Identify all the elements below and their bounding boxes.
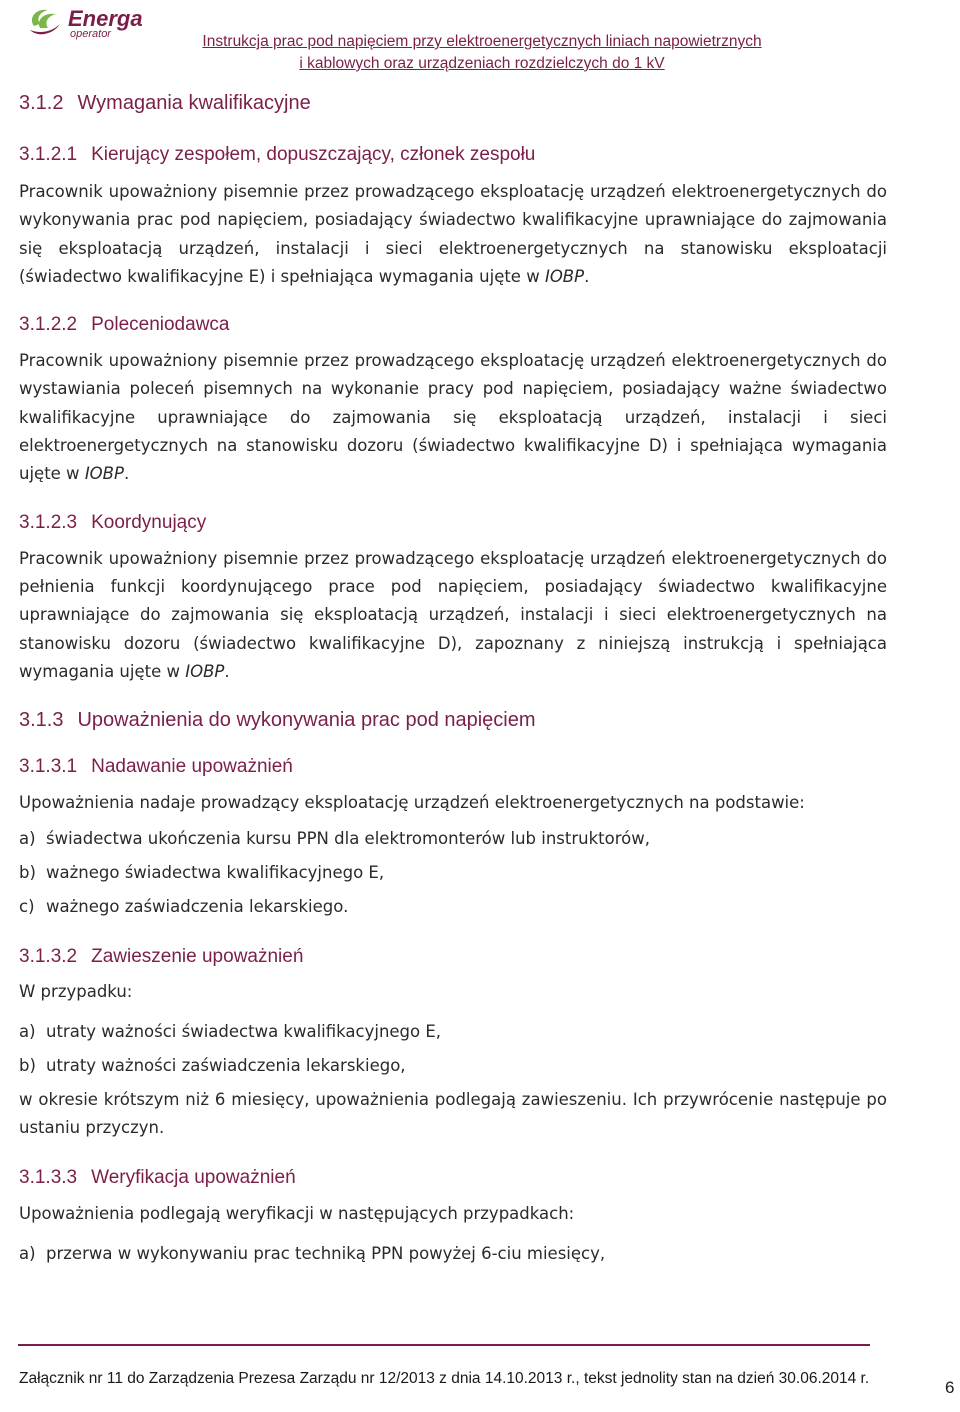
section-heading-3-1-3-2 (19, 943, 887, 971)
list-marker: c) (19, 897, 35, 917)
section-intro: Upoważnienia nadaje prowadzący eksploatację urządzeń elektroenergetycznych na podstawie: (19, 793, 805, 813)
list-item (19, 1018, 887, 1046)
section-paragraph: w okresie krótszym niż 6 miesięcy, upoważnienia podlegają zawieszeniu. Ich przywrócenie następuje po ustaniu przyczyn. (19, 1089, 887, 1138)
paragraph-end: . (123, 464, 130, 484)
section-heading-3-1-2 (19, 88, 887, 118)
section-number: 3.1.3 (19, 709, 64, 732)
document-title (162, 31, 802, 75)
section-heading-3-1-2-1 (19, 141, 887, 169)
paragraph-text: Pracownik upoważniony pisemnie przez prowadzącego eksploatację urządzeń elektroenergetycznych do pełnienia funkcji koordynującego prace pod napięciem, posiadający świadectwo kwalifikacyjne uprawniające do zajmowania się eksploatacją urządzeń, instalacji i sieci elektroenergetycznych na stanowisku dozoru (świadectwo kwalifikacyjne D), zapoznany z niniejszą instrukcją i spełniająca wymagania ujęte w (19, 548, 887, 681)
list-item (19, 893, 887, 921)
list-item-text: utraty ważności zaświadczenia lekarskiego, (46, 1055, 406, 1075)
logo-brand-text: Energa (68, 6, 143, 31)
section-title: Koordynujący (91, 511, 207, 533)
iobp-reference: IOBP (185, 661, 225, 681)
list-marker: b) (19, 863, 36, 883)
iobp-reference: IOBP (544, 266, 585, 286)
section-intro: W przypadku: (19, 982, 133, 1002)
logo-sub-text: operator (70, 28, 111, 40)
list-marker: b) (19, 1055, 36, 1075)
list-marker: a) (19, 829, 36, 849)
section-title: Upoważnienia do wykonywania prac pod napięciem (77, 709, 536, 732)
section-number: 3.1.3.3 (19, 1167, 78, 1189)
section-title: Zawieszenie upoważnień (91, 946, 304, 968)
section-heading-3-1-3-1 (19, 753, 887, 781)
footer-text: Załącznik nr 11 do Zarządzenia Prezesa Zarządu nr 12/2013 z dnia 14.10.2013 r., tekst jednolity stan na dzień 30.06.2014 r. (19, 1370, 870, 1387)
section-title: Kierujący zespołem, dopuszczający, członek zespołu (91, 144, 536, 165)
page-number: 6 (945, 1378, 955, 1397)
paragraph-end: . (584, 266, 590, 286)
section-number: 3.1.2.3 (19, 511, 78, 533)
paragraph-end: . (224, 661, 230, 681)
document-title-line1: Instrukcja prac pod napięciem przy elektroenergetycznych liniach napowietrznych (202, 33, 762, 50)
list-item-text: ważnego świadectwa kwalifikacyjnego E, (46, 863, 385, 883)
list-item-text: świadectwa ukończenia kursu PPN dla elektromonterów lub instruktorów, (46, 829, 650, 849)
list-item (19, 1240, 887, 1268)
section-number: 3.1.2 (19, 92, 64, 114)
section-heading-3-1-2-3 (19, 509, 887, 537)
section-number: 3.1.2.1 (19, 144, 78, 165)
section-heading-3-1-3-3 (19, 1164, 887, 1192)
section-paragraph (19, 178, 887, 291)
document-body (19, 88, 887, 1268)
section-number: 3.1.3.1 (19, 756, 78, 778)
list-marker: a) (19, 1021, 36, 1041)
footer-divider (18, 1344, 870, 1346)
section-heading-3-1-2-2 (19, 311, 887, 339)
paragraph-text: Pracownik upoważniony pisemnie przez prowadzącego eksploatację urządzeń elektroenergetycznych do wystawiania poleceń pisemnych na wykonanie pracy pod napięciem, posiadający ważne świadectwo kwalifikacyjne uprawniające do zajmowania się eksploatacją urządzeń, instalacji i sieci elektroenergetycznych na stanowisku dozoru (świadectwo kwalifikacyjne D) i spełniająca wymagania ujęte w (19, 351, 887, 484)
energa-logo (26, 4, 166, 42)
list-item-text: przerwa w wykonywaniu prac techniką PPN powyżej 6-ciu miesięcy, (46, 1243, 606, 1263)
list-item (19, 1052, 887, 1080)
section-title: Weryfikacja upoważnień (91, 1167, 296, 1189)
list-item (19, 859, 887, 887)
section-paragraph (19, 545, 887, 686)
iobp-reference: IOBP (84, 464, 124, 484)
list-item-text: utraty ważności świadectwa kwalifikacyjnego E, (46, 1021, 442, 1041)
section-title: Poleceniodawca (91, 314, 230, 336)
document-title-line2: i kablowych oraz urządzeniach rozdzielczych do 1 kV (299, 55, 665, 72)
list-item-text: ważnego zaświadczenia lekarskiego. (46, 897, 349, 917)
section-title: Wymagania kwalifikacyjne (77, 92, 311, 114)
section-number: 3.1.3.2 (19, 946, 78, 968)
paragraph-text: Pracownik upoważniony pisemnie przez prowadzącego eksploatację urządzeń elektroenergetycznych do wykonywania prac pod napięciem, posiadający świadectwo kwalifikacyjne uprawniające do zajmowania się eksploatacją urządzeń, instalacji i sieci elektroenergetycznych na stanowisku eksploatacji (świadectwo kwalifikacyjne E) i spełniająca wymagania ujęte w (19, 182, 887, 286)
section-paragraph (19, 347, 887, 488)
list-item (19, 825, 887, 853)
list-marker: a) (19, 1243, 36, 1263)
section-heading-3-1-3 (19, 705, 887, 735)
section-title: Nadawanie upoważnień (91, 756, 293, 778)
section-number: 3.1.2.2 (19, 314, 78, 336)
section-intro: Upoważnienia podlegają weryfikacji w następujących przypadkach: (19, 1204, 575, 1224)
